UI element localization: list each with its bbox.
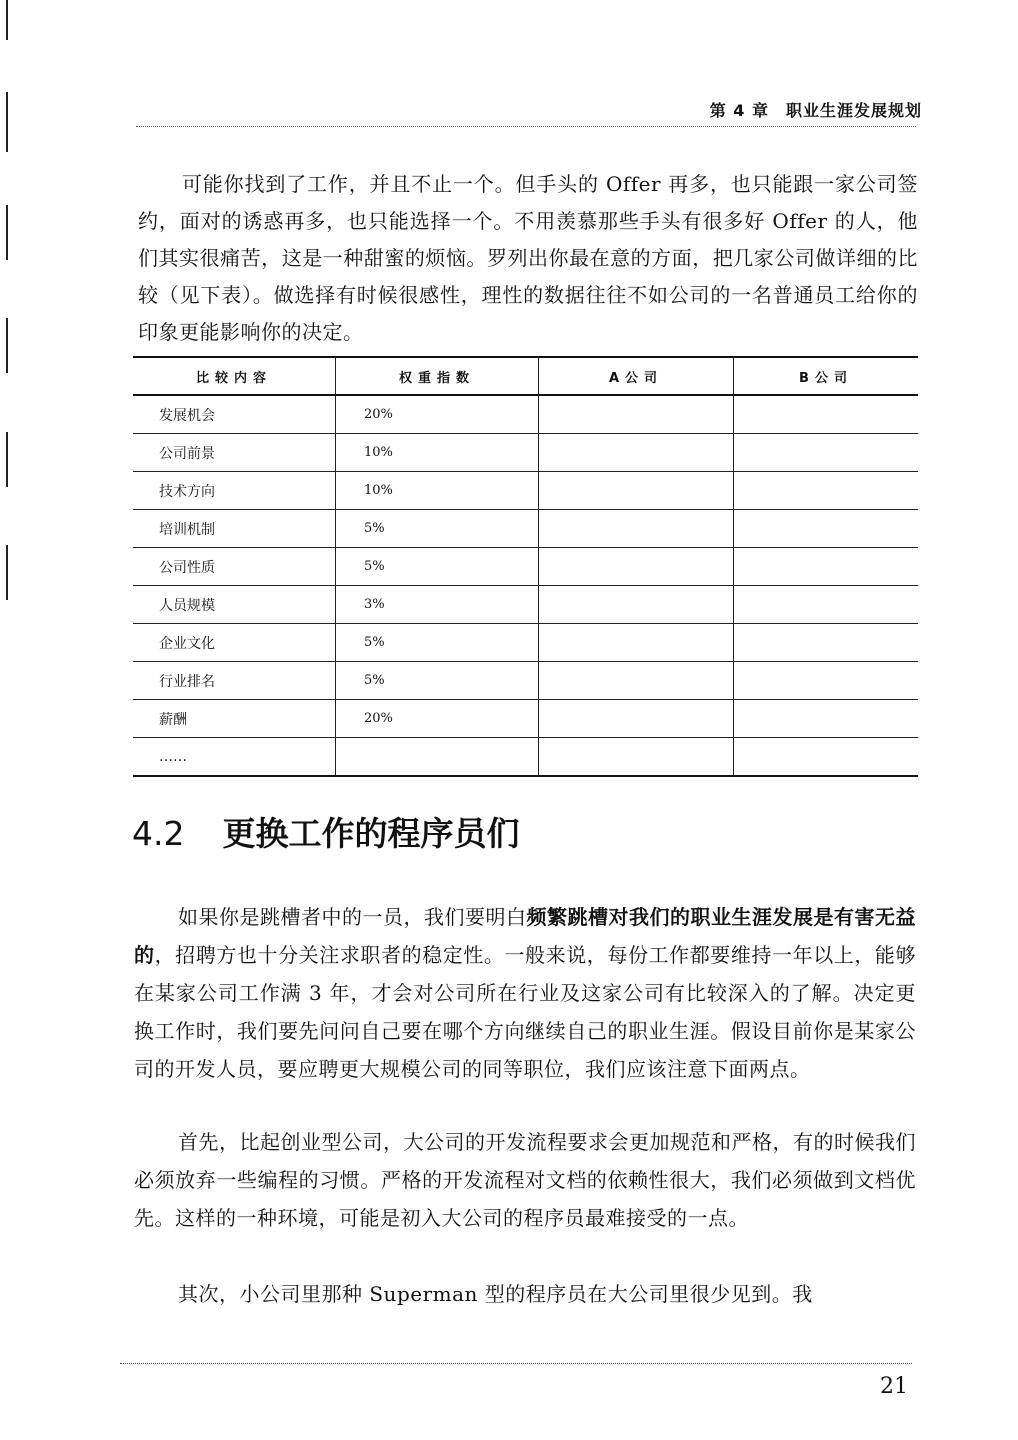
table-row (133, 738, 918, 777)
row-company-a (539, 586, 734, 624)
row-company-b (734, 738, 919, 777)
section-title: 更换工作的程序员们 (222, 814, 520, 853)
row-company-b (734, 586, 919, 624)
row-weight: 5% (336, 624, 539, 662)
row-company-a (539, 472, 734, 510)
table-row (133, 548, 918, 586)
header-cell-company-b: B公司 (734, 357, 919, 395)
row-weight: 10% (336, 434, 539, 472)
row-item: 培训机制 (133, 510, 336, 548)
body-paragraph-3: 其次，小公司里那种 Superman 型的程序员在大公司里很少见到。我 (178, 1282, 813, 1306)
p1-rest: ，招聘方也十分关注求职者的稳定性。一般来说，每份工作都要维持一年以上，能够在某家公司工作满 3 年，才会对公司所在行业及这家公司有比较深入的了解。决定更换工作时，我们要先问问自己要在哪个方向继续自己的职业生涯。假设目前你是某家公司的开发人员，要应聘更大规模公司的同等职位，我们应该注意下面两点。 (134, 943, 917, 1081)
row-weight: 5% (336, 662, 539, 700)
row-item: 公司性质 (133, 548, 336, 586)
p1-emphasis: 频繁跳槽对我们的职业生涯发展是有害无益的 (134, 905, 916, 967)
row-weight: 20% (336, 700, 539, 738)
row-company-a (539, 434, 734, 472)
scan-edge-mark (6, 545, 8, 600)
section-heading (132, 808, 519, 855)
row-company-a (539, 548, 734, 586)
scan-edge-mark (6, 0, 8, 40)
table-row (133, 510, 918, 548)
row-company-a (539, 700, 734, 738)
footer-rule (120, 1363, 912, 1364)
table-row (133, 472, 918, 510)
row-company-b (734, 624, 919, 662)
row-company-a (539, 395, 734, 434)
row-company-b (734, 395, 919, 434)
row-company-b (734, 700, 919, 738)
row-item: 技术方向 (133, 472, 336, 510)
table-row (133, 624, 918, 662)
row-company-b (734, 662, 919, 700)
row-item: …… (133, 738, 336, 777)
row-weight: 5% (336, 548, 539, 586)
header-cell-item: 比较内容 (133, 357, 336, 395)
table-row (133, 586, 918, 624)
row-company-a (539, 510, 734, 548)
row-weight: 5% (336, 510, 539, 548)
row-item: 行业排名 (133, 662, 336, 700)
row-company-b (734, 434, 919, 472)
row-item: 发展机会 (133, 395, 336, 434)
row-company-b (734, 548, 919, 586)
body-paragraph-1 (134, 898, 916, 1088)
row-company-a (539, 662, 734, 700)
section-number: 4.2 (132, 814, 185, 853)
scan-edge-mark (6, 92, 8, 152)
row-item: 人员规模 (133, 586, 336, 624)
scan-edge-mark (6, 432, 8, 487)
row-item: 公司前景 (133, 434, 336, 472)
table-row (133, 700, 918, 738)
intro-paragraph: 可能你找到了工作，并且不止一个。但手头的 Offer 再多，也只能跟一家公司签约，面对的诱惑再多，也只能选择一个。不用羡慕那些手头有很多好 Offer 的人，他们其实很痛苦，这是一种甜蜜的烦恼。罗列出你最在意的方面，把几家公司做详细的比较（见下表）。做选择有时候很感性，理性的数据往往不如公司的一名普通员工给你的印象更能影响你的决定。 (138, 172, 918, 344)
row-weight: 3% (336, 586, 539, 624)
row-weight: 10% (336, 472, 539, 510)
header-rule (136, 126, 916, 127)
table-row (133, 434, 918, 472)
header-cell-weight: 权重指数 (336, 357, 539, 395)
comparison-table (133, 356, 918, 777)
scan-edge-mark (6, 318, 8, 373)
row-item: 企业文化 (133, 624, 336, 662)
row-weight (336, 738, 539, 777)
header-cell-company-a: A公司 (539, 357, 734, 395)
body-paragraph-2: 首先，比起创业型公司，大公司的开发流程要求会更加规范和严格，有的时候我们必须放弃一些编程的习惯。严格的开发流程对文档的依赖性很大，我们必须做到文档优先。这样的一种环境，可能是初入大公司的程序员最难接受的一点。 (134, 1130, 916, 1230)
p1-start: 如果你是跳槽者中的一员，我们要明白 (178, 905, 527, 929)
row-company-b (734, 510, 919, 548)
scan-edge-mark (6, 205, 8, 260)
row-company-a (539, 624, 734, 662)
table-row (133, 662, 918, 700)
running-head: 第 4 章 职业生涯发展规划 (709, 101, 922, 120)
row-company-a (539, 738, 734, 777)
row-company-b (734, 472, 919, 510)
row-item: 薪酬 (133, 700, 336, 738)
row-weight: 20% (336, 395, 539, 434)
table-row (133, 395, 918, 434)
page-number: 21 (880, 1374, 908, 1399)
table-header-row (133, 357, 918, 395)
